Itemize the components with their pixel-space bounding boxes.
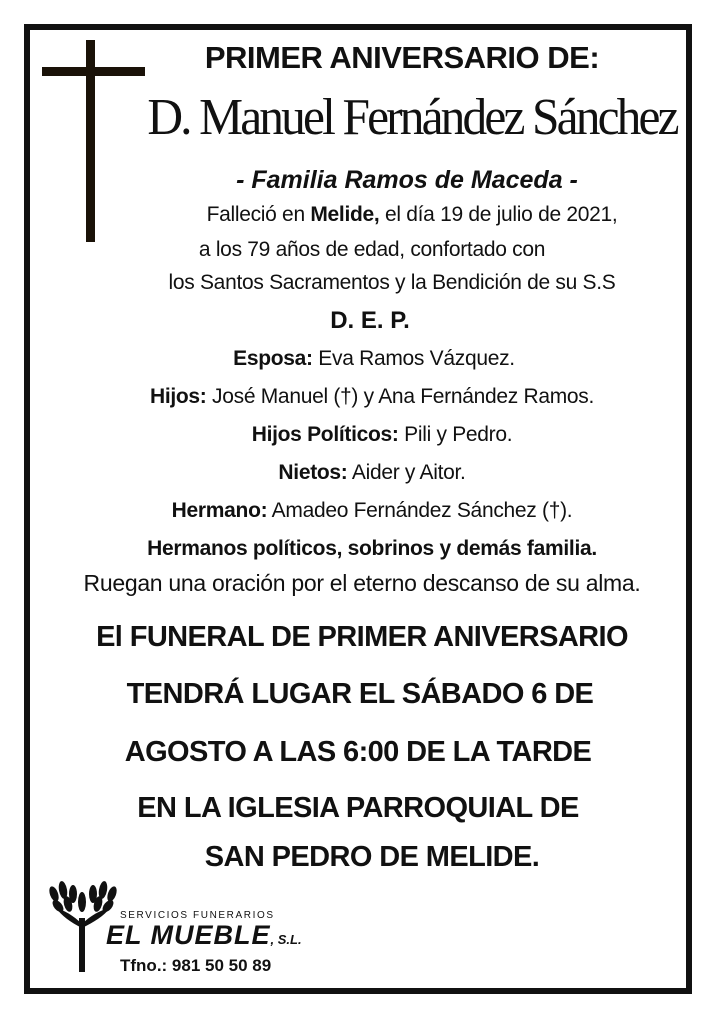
family-name: - Familia Ramos de Maceda -	[236, 166, 578, 194]
deceased-name: D. Manuel Fernández Sánchez	[147, 89, 677, 146]
extended-family: Hermanos políticos, sobrinos y demás familia.	[147, 537, 597, 560]
death-line-3: los Santos Sacramentos y la Bendición de su S.S	[168, 271, 616, 294]
relative-value: Pili y Pedro.	[398, 423, 513, 446]
death-line-1-post: el día 19 de julio de 2021,	[379, 203, 618, 226]
funeral-line-4: EN LA IGLESIA PARROQUIAL DE	[137, 792, 579, 824]
prayer-text: Ruegan una oración por el eterno descanso de su alma.	[83, 570, 641, 596]
relative-brother	[10, 499, 724, 523]
logo-tagline: SERVICIOS FUNERARIOS	[120, 910, 275, 921]
funeral-line-3: AGOSTO A LAS 6:00 DE LA TARDE	[124, 736, 592, 768]
relative-in-laws	[20, 423, 724, 447]
relative-label: Hijos:	[149, 385, 207, 408]
relative-label: Esposa:	[233, 347, 313, 370]
funeral-line-5: SAN PEDRO DE MELIDE.	[204, 841, 540, 873]
dep-text: D. E. P.	[330, 307, 410, 334]
relative-children	[10, 385, 724, 409]
company-logo	[48, 880, 338, 980]
death-place: Melide,	[310, 203, 380, 226]
logo-company	[106, 920, 302, 951]
death-line-1	[100, 203, 724, 227]
relative-value: Eva Ramos Vázquez.	[312, 347, 515, 370]
notice-heading: PRIMER ANIVERSARIO DE:	[204, 40, 600, 75]
funeral-line-2: TENDRÁ LUGAR EL SÁBADO 6 DE	[126, 678, 594, 710]
relative-value: José Manuel (†) y Ana Fernández Ramos.	[206, 385, 595, 408]
death-line-2: a los 79 años de edad, confortado con	[198, 238, 546, 261]
relative-label: Hijos Políticos:	[251, 423, 399, 446]
relative-label: Hermano:	[171, 499, 268, 522]
funeral-line-1: El FUNERAL DE PRIMER ANIVERSARIO	[96, 621, 628, 653]
relative-value: Aider y Aitor.	[347, 461, 466, 484]
relative-label: Nietos:	[278, 461, 348, 484]
relative-grandchildren	[10, 461, 724, 485]
logo-company-suffix: , S.L.	[270, 932, 302, 947]
logo-phone: Tfno.: 981 50 50 89	[120, 956, 272, 975]
death-line-1-pre: Falleció en	[206, 203, 311, 226]
relative-wife	[12, 347, 724, 371]
logo-company-name: EL MUEBLE	[106, 920, 271, 950]
relative-value: Amadeo Fernández Sánchez (†).	[267, 499, 573, 522]
